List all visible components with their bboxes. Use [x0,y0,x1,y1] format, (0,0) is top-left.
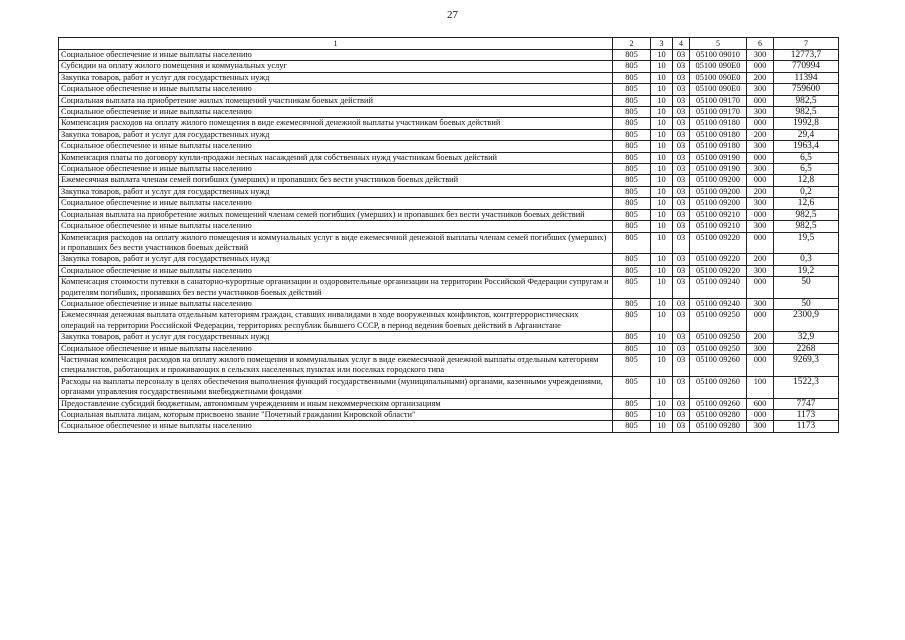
subsection-cell: 03 [673,410,690,421]
admin-code-cell: 805 [613,198,651,209]
subsection-cell: 03 [673,354,690,376]
section-cell: 10 [651,175,673,186]
column-header: 3 [651,38,673,50]
admin-code-cell: 805 [613,254,651,265]
section-cell: 10 [651,95,673,106]
amount-cell: 6,5 [774,164,839,175]
subsection-cell: 03 [673,221,690,232]
admin-code-cell: 805 [613,186,651,197]
amount-cell: 1173 [774,421,839,432]
subsection-cell: 03 [673,129,690,140]
table-row [59,118,839,129]
section-cell: 10 [651,277,673,299]
row-name-cell: Социальное обеспечение и иные выплаты населению [59,221,613,232]
amount-cell: 0,2 [774,186,839,197]
expense-type-cell: 000 [747,410,774,421]
subsection-cell: 03 [673,398,690,409]
admin-code-cell: 805 [613,141,651,152]
column-header: 7 [774,38,839,50]
table-row [59,152,839,163]
target-article-cell: 05100 09260 [690,354,747,376]
row-name-cell: Компенсация расходов на оплату жилого помещения в виде ежемесячной денежной выплаты участникам боевых действий [59,118,613,129]
admin-code-cell: 805 [613,84,651,95]
row-name-cell: Расходы на выплаты персоналу в целях обеспечения выполнения функций государственными (муниципальными) органами, казенными учреждениями, органами управления государственными внебюджетными фондами [59,376,613,398]
amount-cell: 6,5 [774,152,839,163]
row-name-cell: Социальное обеспечение и иные выплаты населению [59,50,613,61]
expense-type-cell: 000 [747,61,774,72]
admin-code-cell: 805 [613,107,651,118]
expense-type-cell: 300 [747,107,774,118]
section-cell: 10 [651,232,673,254]
subsection-cell: 03 [673,232,690,254]
target-article-cell: 05100 09240 [690,298,747,309]
amount-cell: 982,5 [774,221,839,232]
admin-code-cell: 805 [613,50,651,61]
admin-code-cell: 805 [613,265,651,276]
expense-type-cell: 300 [747,298,774,309]
section-cell: 10 [651,310,673,332]
subsection-cell: 03 [673,332,690,343]
target-article-cell: 05100 09280 [690,410,747,421]
amount-cell: 9269,3 [774,354,839,376]
amount-cell: 1173 [774,410,839,421]
admin-code-cell: 805 [613,221,651,232]
admin-code-cell: 805 [613,72,651,83]
target-article-cell: 05100 09250 [690,343,747,354]
row-name-cell: Закупка товаров, работ и услуг для государственных нужд [59,72,613,83]
row-name-cell: Социальная выплата на приобретение жилых помещений участникам боевых действий [59,95,613,106]
section-cell: 10 [651,186,673,197]
target-article-cell: 05100 09190 [690,152,747,163]
target-article-cell: 05100 09170 [690,95,747,106]
table-row [59,354,839,376]
table-row [59,95,839,106]
subsection-cell: 03 [673,141,690,152]
admin-code-cell: 805 [613,310,651,332]
section-cell: 10 [651,84,673,95]
subsection-cell: 03 [673,310,690,332]
admin-code-cell: 805 [613,354,651,376]
admin-code-cell: 805 [613,164,651,175]
admin-code-cell: 805 [613,118,651,129]
table-row [59,198,839,209]
expense-type-cell: 000 [747,310,774,332]
subsection-cell: 03 [673,186,690,197]
amount-cell: 32,9 [774,332,839,343]
subsection-cell: 03 [673,61,690,72]
section-cell: 10 [651,61,673,72]
amount-cell: 19,2 [774,265,839,276]
admin-code-cell: 805 [613,343,651,354]
section-cell: 10 [651,221,673,232]
amount-cell: 759600 [774,84,839,95]
admin-code-cell: 805 [613,277,651,299]
row-name-cell: Компенсация расходов на оплату жилого помещения и коммунальных услуг в виде ежемесячной денежной выплаты членам семей погибших (умерших) и пропавших без вести участников боевых действий [59,232,613,254]
subsection-cell: 03 [673,84,690,95]
admin-code-cell: 805 [613,410,651,421]
expense-type-cell: 000 [747,354,774,376]
amount-cell: 12773,7 [774,50,839,61]
amount-cell: 19,5 [774,232,839,254]
row-name-cell: Социальное обеспечение и иные выплаты населению [59,84,613,95]
section-cell: 10 [651,410,673,421]
column-header: 6 [747,38,774,50]
admin-code-cell: 805 [613,398,651,409]
table-row [59,310,839,332]
amount-cell: 0,3 [774,254,839,265]
amount-cell: 982,5 [774,209,839,220]
section-cell: 10 [651,254,673,265]
table-body [59,50,839,433]
table-row [59,50,839,61]
admin-code-cell: 805 [613,298,651,309]
subsection-cell: 03 [673,175,690,186]
table-row [59,129,839,140]
subsection-cell: 03 [673,376,690,398]
column-header: 4 [673,38,690,50]
target-article-cell: 05100 09220 [690,232,747,254]
expense-type-cell: 200 [747,129,774,140]
section-cell: 10 [651,50,673,61]
row-name-cell: Социальное обеспечение и иные выплаты населению [59,164,613,175]
row-name-cell: Ежемесячная денежная выплата отдельным категориям граждан, ставших инвалидами в ходе вооруженных конфликтов, контртеррористических операций на территории Российской Федерации, территориях республик бывшего СССР, в период ведения боевых действий в Афганистане [59,310,613,332]
table-row [59,232,839,254]
row-name-cell: Компенсация платы по договору купли-продажи лесных насаждений для собственных нужд участникам боевых действий [59,152,613,163]
admin-code-cell: 805 [613,95,651,106]
row-name-cell: Социальное обеспечение и иные выплаты населению [59,141,613,152]
subsection-cell: 03 [673,254,690,265]
target-article-cell: 05100 090Е0 [690,84,747,95]
subsection-cell: 03 [673,343,690,354]
row-name-cell: Частичная компенсация расходов на оплату жилого помещения и коммунальных услуг в виде ежемесячной денежной выплаты отдельным категориям специалистов, работающих и проживающих в сельских населенных пунктах или поселках городского типа [59,354,613,376]
row-name-cell: Социальное обеспечение и иные выплаты населению [59,107,613,118]
amount-cell: 2300,9 [774,310,839,332]
amount-cell: 29,4 [774,129,839,140]
amount-cell: 50 [774,277,839,299]
page-number: 27 [447,9,458,21]
table-row [59,72,839,83]
subsection-cell: 03 [673,118,690,129]
table-row [59,141,839,152]
section-cell: 10 [651,198,673,209]
subsection-cell: 03 [673,50,690,61]
expense-type-cell: 300 [747,84,774,95]
target-article-cell: 05100 09280 [690,421,747,432]
target-article-cell: 05100 09200 [690,175,747,186]
subsection-cell: 03 [673,152,690,163]
table-row [59,398,839,409]
table-row [59,410,839,421]
target-article-cell: 05100 09220 [690,254,747,265]
admin-code-cell: 805 [613,152,651,163]
table-row [59,265,839,276]
expense-type-cell: 200 [747,254,774,265]
target-article-cell: 05100 09180 [690,129,747,140]
table-row [59,332,839,343]
column-header: 5 [690,38,747,50]
amount-cell: 50 [774,298,839,309]
expense-type-cell: 000 [747,232,774,254]
table-row [59,376,839,398]
subsection-cell: 03 [673,95,690,106]
table-row [59,175,839,186]
amount-cell: 7747 [774,398,839,409]
target-article-cell: 05100 09200 [690,198,747,209]
section-cell: 10 [651,209,673,220]
expense-type-cell: 000 [747,152,774,163]
target-article-cell: 05100 09190 [690,164,747,175]
row-name-cell: Предоставление субсидий бюджетным, автономным учреждениям и иным некоммерческим организациям [59,398,613,409]
expense-type-cell: 100 [747,376,774,398]
table-row [59,186,839,197]
expense-type-cell: 000 [747,95,774,106]
section-cell: 10 [651,376,673,398]
expense-type-cell: 300 [747,50,774,61]
expense-type-cell: 300 [747,141,774,152]
subsection-cell: 03 [673,72,690,83]
row-name-cell: Социальное обеспечение и иные выплаты населению [59,421,613,432]
target-article-cell: 05100 09240 [690,277,747,299]
subsection-cell: 03 [673,277,690,299]
section-cell: 10 [651,141,673,152]
expense-type-cell: 600 [747,398,774,409]
section-cell: 10 [651,421,673,432]
amount-cell: 11394 [774,72,839,83]
section-cell: 10 [651,398,673,409]
amount-cell: 1992,8 [774,118,839,129]
admin-code-cell: 805 [613,376,651,398]
subsection-cell: 03 [673,107,690,118]
amount-cell: 12,8 [774,175,839,186]
subsection-cell: 03 [673,164,690,175]
target-article-cell: 05100 09180 [690,118,747,129]
table-row [59,209,839,220]
table-row [59,107,839,118]
expense-type-cell: 000 [747,277,774,299]
admin-code-cell: 805 [613,332,651,343]
expense-type-cell: 000 [747,209,774,220]
expense-type-cell: 300 [747,164,774,175]
table-header-row [59,38,839,50]
expense-type-cell: 300 [747,198,774,209]
row-name-cell: Социальная выплата лицам, которым присвоено звание "Почетный гражданин Кировской области" [59,410,613,421]
row-name-cell: Закупка товаров, работ и услуг для государственных нужд [59,332,613,343]
table-row [59,221,839,232]
section-cell: 10 [651,107,673,118]
section-cell: 10 [651,72,673,83]
table-row [59,254,839,265]
expense-type-cell: 300 [747,421,774,432]
table-row [59,164,839,175]
row-name-cell: Субсидии на оплату жилого помещения и коммунальных услуг [59,61,613,72]
target-article-cell: 05100 090Е0 [690,61,747,72]
expense-type-cell: 300 [747,343,774,354]
row-name-cell: Социальное обеспечение и иные выплаты населению [59,343,613,354]
subsection-cell: 03 [673,265,690,276]
admin-code-cell: 805 [613,61,651,72]
target-article-cell: 05100 090Е0 [690,72,747,83]
section-cell: 10 [651,265,673,276]
table-row [59,421,839,432]
row-name-cell: Закупка товаров, работ и услуг для государственных нужд [59,186,613,197]
admin-code-cell: 805 [613,175,651,186]
row-name-cell: Компенсация стоимости путевки в санаторно-курортные организации и оздоровительные организации на территории Российской Федерации супругам и родителям погибших, пропавших без вести участников боевых действий [59,277,613,299]
admin-code-cell: 805 [613,209,651,220]
section-cell: 10 [651,343,673,354]
target-article-cell: 05100 09200 [690,186,747,197]
subsection-cell: 03 [673,209,690,220]
target-article-cell: 05100 09250 [690,310,747,332]
target-article-cell: 05100 09180 [690,141,747,152]
expense-type-cell: 000 [747,118,774,129]
subsection-cell: 03 [673,198,690,209]
amount-cell: 982,5 [774,107,839,118]
target-article-cell: 05100 09210 [690,209,747,220]
section-cell: 10 [651,332,673,343]
admin-code-cell: 805 [613,421,651,432]
column-header: 1 [59,38,613,50]
section-cell: 10 [651,129,673,140]
section-cell: 10 [651,354,673,376]
target-article-cell: 05100 09010 [690,50,747,61]
target-article-cell: 05100 09260 [690,376,747,398]
column-header: 2 [613,38,651,50]
amount-cell: 770994 [774,61,839,72]
section-cell: 10 [651,298,673,309]
expense-type-cell: 200 [747,186,774,197]
row-name-cell: Ежемесячная выплата членам семей погибших (умерших) и пропавших без вести участников боевых действий [59,175,613,186]
row-name-cell: Социальное обеспечение и иные выплаты населению [59,198,613,209]
section-cell: 10 [651,118,673,129]
target-article-cell: 05100 09210 [690,221,747,232]
budget-table [58,37,839,433]
target-article-cell: 05100 09220 [690,265,747,276]
expense-type-cell: 300 [747,265,774,276]
amount-cell: 1963,4 [774,141,839,152]
section-cell: 10 [651,164,673,175]
amount-cell: 1522,3 [774,376,839,398]
row-name-cell: Социальное обеспечение и иные выплаты населению [59,265,613,276]
row-name-cell: Закупка товаров, работ и услуг для государственных нужд [59,254,613,265]
expense-type-cell: 200 [747,72,774,83]
table-row [59,61,839,72]
subsection-cell: 03 [673,421,690,432]
row-name-cell: Закупка товаров, работ и услуг для государственных нужд [59,129,613,140]
target-article-cell: 05100 09250 [690,332,747,343]
expense-type-cell: 300 [747,221,774,232]
amount-cell: 12,6 [774,198,839,209]
table-row [59,343,839,354]
expense-type-cell: 200 [747,332,774,343]
subsection-cell: 03 [673,298,690,309]
admin-code-cell: 805 [613,129,651,140]
admin-code-cell: 805 [613,232,651,254]
table-row [59,277,839,299]
table-row [59,298,839,309]
amount-cell: 2268 [774,343,839,354]
section-cell: 10 [651,152,673,163]
row-name-cell: Социальное обеспечение и иные выплаты населению [59,298,613,309]
table-row [59,84,839,95]
row-name-cell: Социальная выплата на приобретение жилых помещений членам семей погибших (умерших) и пропавших без вести участников боевых действий [59,209,613,220]
amount-cell: 982,5 [774,95,839,106]
target-article-cell: 05100 09260 [690,398,747,409]
target-article-cell: 05100 09170 [690,107,747,118]
expense-type-cell: 000 [747,175,774,186]
